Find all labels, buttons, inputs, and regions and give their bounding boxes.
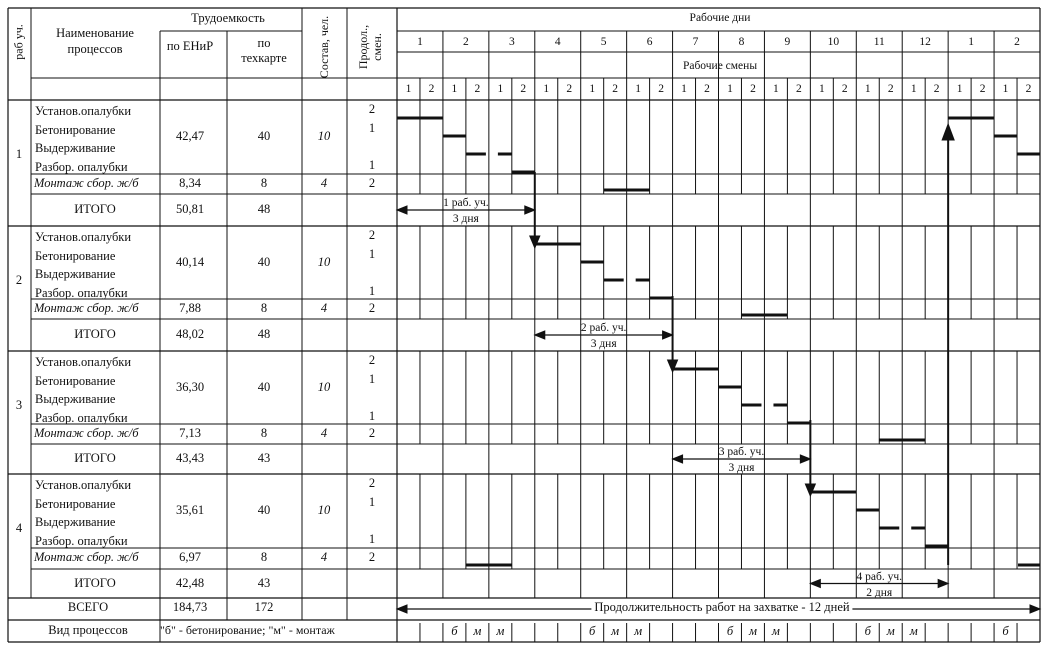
duration-note-bottom: 3 дня [452, 213, 479, 225]
duration-note-bottom: 3 дня [590, 338, 617, 350]
shift-label: 2 [520, 83, 527, 95]
process-name: Установ.опалубки [35, 355, 132, 369]
mount-name: Монтаж сбор. ж/б [34, 176, 139, 190]
process-name: Разбор. опалубки [35, 410, 128, 425]
shift-label: 1 [451, 83, 458, 95]
total-enir: 42,48 [175, 575, 205, 590]
day-label: 4 [554, 36, 561, 48]
mount-duration: 2 [368, 301, 376, 315]
mount-duration: 2 [368, 426, 376, 440]
process-type-mark: м [886, 624, 895, 638]
mount-enir: 8,34 [179, 176, 201, 190]
process-type-mark: м [634, 624, 643, 638]
duration-arrow-head-right [663, 331, 673, 339]
shift-label: 1 [497, 83, 504, 95]
mount-crew: 4 [320, 301, 328, 315]
process-name: Выдерживание [35, 141, 116, 155]
process-duration: 2 [368, 353, 376, 367]
process-type-mark: б [1002, 624, 1009, 638]
process-name: Установ.опалубки [35, 478, 132, 492]
total-enir: 43,43 [175, 451, 205, 465]
total-label: ИТОГО [74, 202, 116, 216]
duration-note-bottom: 2 дня [866, 586, 893, 599]
shift-label: 1 [635, 83, 641, 95]
header-labor-enir-label: по ЕНиР [166, 39, 214, 53]
total-label: ИТОГО [74, 575, 116, 590]
process-name: Бетонирование [35, 248, 116, 263]
mount-tech: 8 [260, 426, 268, 440]
shift-label: 2 [474, 83, 481, 95]
process-types-legend: "б" - бетонирование; "м" - монтаж [160, 623, 335, 637]
shift-label: 2 [658, 83, 664, 95]
shift-label: 1 [910, 83, 917, 95]
total-enir: 50,81 [175, 202, 205, 216]
day-label: 6 [646, 36, 653, 48]
process-type-mark: м [909, 624, 918, 638]
duration-arrow-head-left [810, 580, 820, 588]
day-label: 2 [463, 36, 469, 48]
grand-total-enir: 184,73 [172, 600, 208, 614]
shift-label: 1 [773, 83, 779, 95]
mount-enir: 6,97 [179, 550, 201, 564]
day-label: 10 [827, 36, 840, 48]
labor-enir: 36,30 [175, 380, 205, 394]
shift-label: 1 [864, 83, 871, 95]
process-duration: 1 [368, 246, 376, 261]
duration-note-top: 1 раб. уч. [443, 197, 489, 209]
header-duration-label: Продол., смен. [356, 24, 384, 70]
shift-label: 2 [566, 83, 573, 95]
mount-tech: 8 [260, 176, 268, 190]
duration-note-top: 4 раб. уч. [856, 570, 902, 583]
mount-name: Монтаж сбор. ж/б [34, 301, 139, 315]
crew-size: 10 [317, 255, 331, 269]
process-duration: 1 [368, 283, 376, 298]
process-type-mark: б [726, 624, 734, 638]
duration-note-top: 2 раб. уч. [580, 322, 627, 334]
process-name: Бетонирование [35, 122, 116, 137]
day-label: 1 [417, 36, 423, 48]
process-type-mark: м [473, 624, 482, 638]
duration-arrow-head-left [397, 206, 407, 214]
mount-enir: 7,88 [179, 301, 201, 315]
total-label: ИТОГО [74, 327, 116, 341]
mount-tech: 8 [260, 550, 268, 564]
shift-label: 2 [612, 83, 619, 95]
process-name: Разбор. опалубки [35, 159, 128, 174]
grand-total-note: Продолжительность работ на захватке - 12 дней [591, 601, 852, 614]
header-name-label: Наименование процессов [56, 26, 134, 56]
shift-label: 2 [750, 83, 756, 95]
process-type-mark: б [864, 624, 871, 638]
day-label: 8 [738, 36, 745, 48]
process-name: Разбор. опалубки [35, 533, 128, 548]
process-type-mark: м [496, 624, 505, 638]
process-name: Установ.опалубки [35, 230, 132, 244]
arrow-head [530, 236, 540, 248]
process-name: Бетонирование [35, 373, 116, 388]
process-name: Бетонирование [35, 496, 116, 511]
arrow-head-up [942, 124, 954, 140]
shift-label: 2 [841, 83, 848, 95]
day-label: 3 [508, 36, 515, 48]
shift-label: 2 [933, 83, 940, 95]
arrow-head [805, 484, 815, 496]
process-duration: 1 [368, 371, 376, 386]
total-tech: 48 [257, 202, 271, 216]
mount-name: Монтаж сбор. ж/б [34, 426, 139, 440]
day-label: 2 [1014, 36, 1020, 48]
header-crew-label: Состав, чел. [317, 15, 331, 79]
shift-label: 1 [681, 83, 687, 95]
process-duration: 2 [368, 102, 376, 116]
grand-total-arrow-head-left [397, 605, 407, 613]
mount-crew: 4 [320, 426, 328, 440]
shift-label: 1 [543, 83, 550, 95]
shift-label: 2 [704, 83, 710, 95]
section-number: 1 [15, 147, 23, 161]
process-duration: 2 [368, 476, 376, 490]
process-name: Разбор. опалубки [35, 285, 128, 300]
header-labor-tech-label: по техкарте [241, 36, 287, 65]
day-label: 1 [968, 36, 974, 48]
process-duration: 1 [368, 531, 376, 546]
labor-tech: 40 [257, 503, 271, 517]
process-duration: 1 [368, 120, 376, 135]
shift-label: 2 [979, 83, 986, 95]
header-work-days-label: Рабочие дни [689, 12, 751, 24]
mount-duration: 2 [368, 176, 376, 190]
mount-tech: 8 [260, 301, 268, 315]
labor-enir: 35,61 [175, 503, 205, 517]
duration-arrow-head-right [800, 455, 810, 463]
day-label: 5 [600, 36, 607, 48]
process-duration: 1 [368, 494, 376, 509]
day-label: 9 [784, 36, 791, 48]
duration-arrow-head-left [535, 331, 545, 339]
process-duration: 1 [368, 157, 376, 172]
mount-crew: 4 [320, 550, 328, 564]
day-label: 7 [692, 36, 699, 48]
shift-label: 1 [589, 83, 596, 95]
labor-enir: 40,14 [175, 255, 205, 269]
grand-total-tech: 172 [254, 600, 274, 614]
shift-label: 1 [956, 83, 963, 95]
process-type-mark: м [748, 624, 757, 638]
section-number: 4 [15, 521, 23, 535]
section-number: 2 [15, 273, 23, 287]
process-name: Выдерживание [35, 267, 116, 281]
crew-size: 10 [317, 380, 331, 394]
duration-note-bottom: 3 дня [728, 462, 755, 474]
duration-arrow-head-right [938, 580, 948, 588]
shift-label: 2 [428, 83, 435, 95]
process-type-mark: б [451, 624, 458, 638]
mount-duration: 2 [368, 550, 376, 564]
duration-arrow-head-right [525, 206, 535, 214]
shift-label: 1 [818, 83, 825, 95]
process-duration: 2 [368, 228, 376, 242]
process-name: Выдерживание [35, 515, 116, 529]
header-section-label: раб уч. [11, 24, 26, 60]
crew-size: 10 [317, 129, 331, 143]
labor-tech: 40 [257, 380, 271, 394]
shift-label: 2 [1025, 83, 1032, 95]
mount-enir: 7,13 [179, 426, 201, 440]
process-types-label: Вид процессов [48, 623, 128, 637]
shift-label: 2 [796, 83, 802, 95]
day-label: 11 [873, 36, 885, 48]
total-enir: 48,02 [175, 327, 205, 341]
mount-name: Монтаж сбор. ж/б [34, 550, 139, 564]
header-work-shifts-label: Рабочие смены [682, 60, 758, 72]
process-type-mark: б [589, 624, 596, 638]
header-labor-label: Трудоемкость [191, 11, 265, 25]
duration-note-top: 3 раб. уч. [718, 446, 765, 458]
shift-label: 1 [727, 83, 733, 95]
labor-tech: 40 [257, 255, 271, 269]
shift-label: 1 [1002, 83, 1009, 95]
process-duration: 1 [368, 408, 376, 423]
shift-label: 2 [887, 83, 894, 95]
total-tech: 43 [257, 575, 271, 590]
labor-enir: 42,47 [175, 129, 205, 143]
total-tech: 43 [257, 451, 271, 465]
grand-total-label: ВСЕГО [67, 600, 109, 614]
labor-tech: 40 [257, 129, 271, 143]
process-type-mark: м [611, 624, 620, 638]
crew-size: 10 [317, 503, 331, 517]
shift-label: 1 [405, 83, 412, 95]
process-name: Установ.опалубки [35, 104, 132, 118]
day-label: 12 [919, 36, 931, 48]
mount-crew: 4 [320, 176, 328, 190]
grand-total-arrow-head-right [1030, 605, 1040, 613]
total-label: ИТОГО [74, 451, 116, 465]
process-name: Выдерживание [35, 392, 116, 406]
process-type-mark: м [771, 624, 780, 638]
total-tech: 48 [257, 327, 271, 341]
section-number: 3 [15, 398, 23, 412]
duration-arrow-head-left [673, 455, 683, 463]
